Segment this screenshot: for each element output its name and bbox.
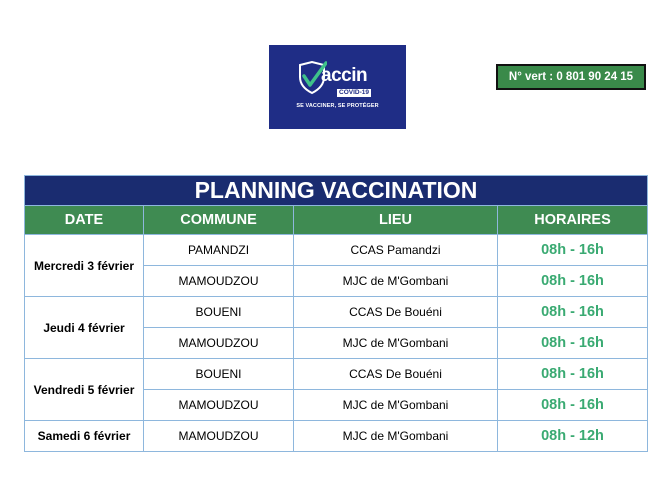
logo-tagline: SE VACCINER, SE PROTÉGER bbox=[296, 103, 379, 109]
table-row bbox=[25, 235, 648, 266]
date-cell: Samedi 6 février bbox=[25, 421, 144, 452]
horaires-cell: 08h - 16h bbox=[498, 390, 648, 421]
lieu-cell: MJC de M'Gombani bbox=[294, 421, 498, 452]
date-cell: Mercredi 3 février bbox=[25, 235, 144, 297]
horaires-cell: 08h - 16h bbox=[498, 266, 648, 297]
lieu-cell: MJC de M'Gombani bbox=[294, 390, 498, 421]
horaires-cell: 08h - 16h bbox=[498, 235, 648, 266]
commune-cell: PAMANDZI bbox=[144, 235, 294, 266]
header-commune: COMMUNE bbox=[144, 206, 294, 235]
commune-cell: BOUENI bbox=[144, 359, 294, 390]
table-title-row bbox=[25, 176, 648, 206]
header-horaires: HORAIRES bbox=[498, 206, 648, 235]
commune-cell: MAMOUDZOU bbox=[144, 390, 294, 421]
horaires-cell: 08h - 12h bbox=[498, 421, 648, 452]
horaires-cell: 08h - 16h bbox=[498, 328, 648, 359]
commune-cell: MAMOUDZOU bbox=[144, 421, 294, 452]
green-number-box: N° vert : 0 801 90 24 15 bbox=[496, 64, 646, 90]
date-cell: Jeudi 4 février bbox=[25, 297, 144, 359]
header-lieu: LIEU bbox=[294, 206, 498, 235]
vaccin-covid-logo bbox=[269, 45, 406, 129]
lieu-cell: CCAS De Bouéni bbox=[294, 359, 498, 390]
horaires-cell: 08h - 16h bbox=[498, 297, 648, 328]
lieu-cell: MJC de M'Gombani bbox=[294, 266, 498, 297]
commune-cell: MAMOUDZOU bbox=[144, 266, 294, 297]
table-row bbox=[25, 421, 648, 452]
lieu-cell: CCAS Pamandzi bbox=[294, 235, 498, 266]
date-cell: Vendredi 5 février bbox=[25, 359, 144, 421]
horaires-cell: 08h - 16h bbox=[498, 359, 648, 390]
table-row bbox=[25, 359, 648, 390]
table-title: PLANNING VACCINATION bbox=[25, 176, 648, 206]
table-header-row bbox=[25, 206, 648, 235]
lieu-cell: CCAS De Bouéni bbox=[294, 297, 498, 328]
logo-covid-label: COVID-19 bbox=[339, 89, 369, 96]
table-row bbox=[25, 297, 648, 328]
commune-cell: MAMOUDZOU bbox=[144, 328, 294, 359]
commune-cell: BOUENI bbox=[144, 297, 294, 328]
vaccination-schedule-table bbox=[24, 175, 648, 452]
header-date: DATE bbox=[25, 206, 144, 235]
lieu-cell: MJC de M'Gombani bbox=[294, 328, 498, 359]
logo-brand-text: accin bbox=[321, 65, 368, 86]
